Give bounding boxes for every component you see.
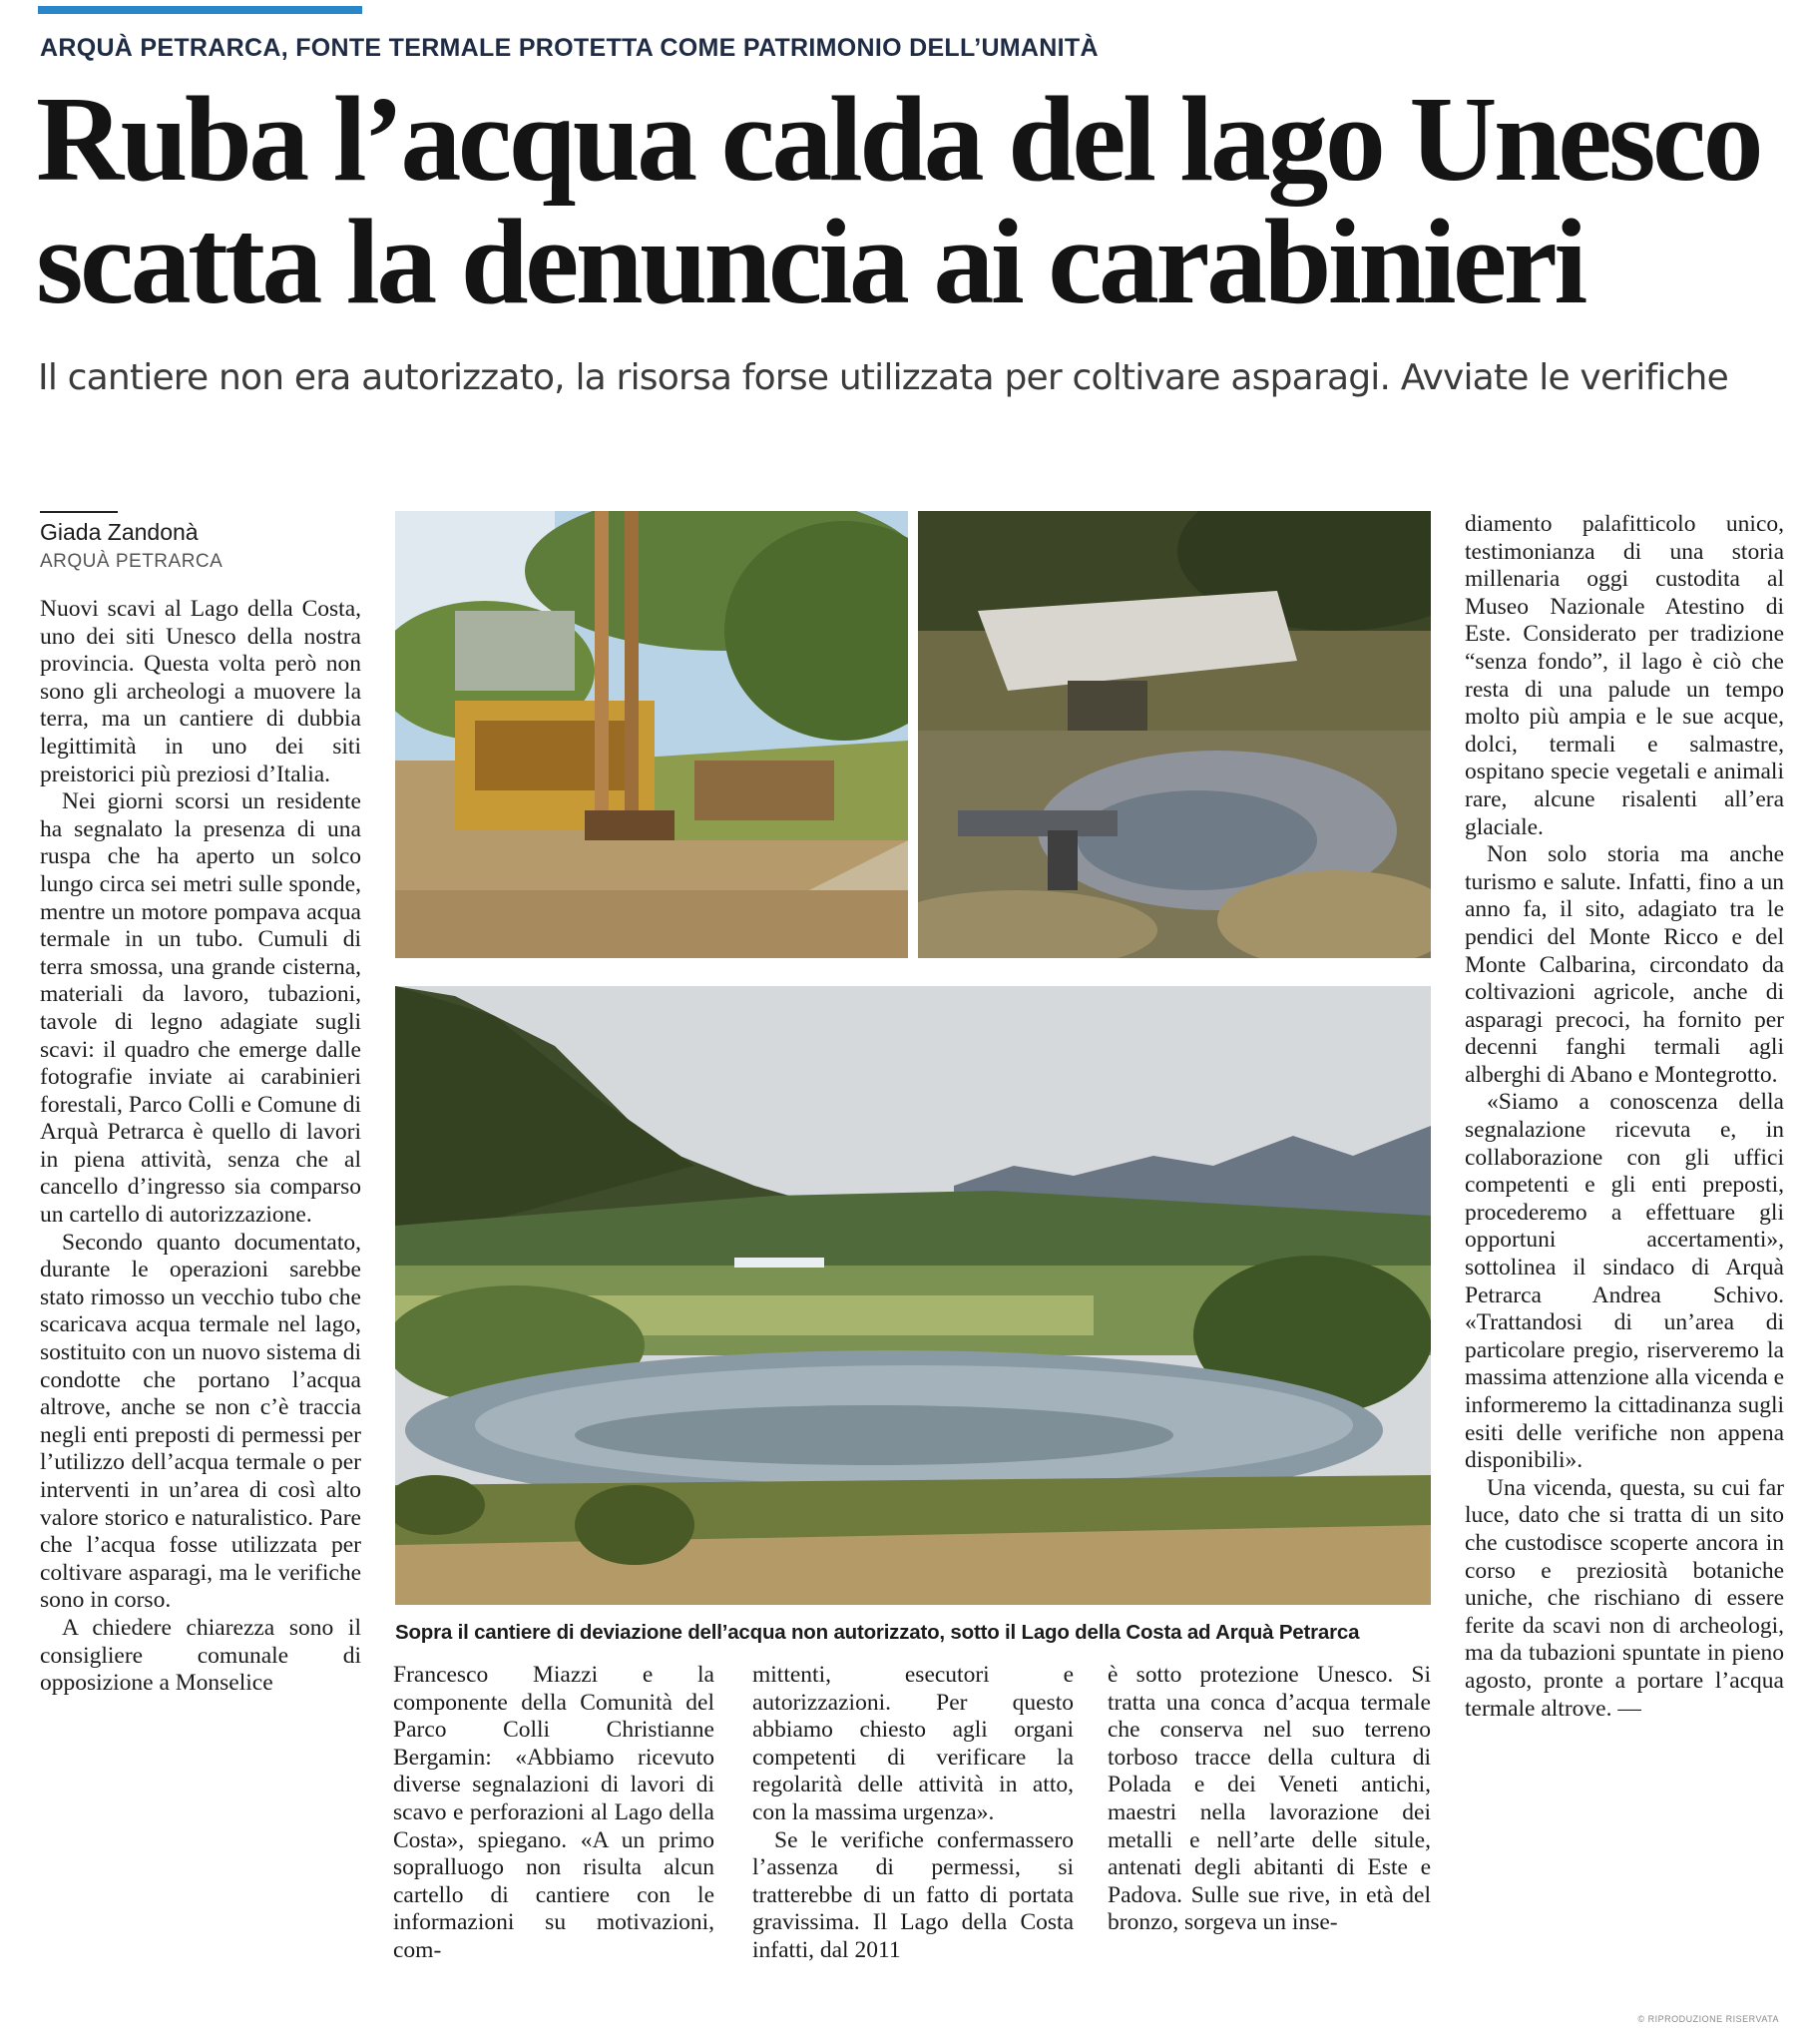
paragraph: Nei giorni scorsi un residente ha segnalato la presenza di una ruspa che ha aperto un solco lungo circa sei metri sulle sponde, mentre un motore pompava acqua termale in un tubo. Cumuli di terra smossa, una grande cisterna, materiali da lavoro, tubazioni, tavole di legno adagiate sugli scavi: il quadro che emerge dalle fotografie inviate ai carabinieri forestali, Parco Colli e Comune di Arquà Petrarca è quello di lavori in piena attività, senza che al cancello d’ingresso sia comparso un cartello di autorizzazione. [40, 788, 361, 1229]
paragraph: Non solo storia ma anche turismo e salute. Infatti, fino a un anno fa, il sito, adagiato tra le pendici del Monte Ricco e del Monte Calbarina, circondato da coltivazioni agricole, anche di asparagi precoci, ha fornito per decenni fanghi termali agli alberghi di Abano e Montegrotto. [1465, 841, 1784, 1088]
dateline: ARQUÀ PETRARCA [40, 551, 224, 572]
headline-line-2: scatta la denuncia ai carabinieri [36, 195, 1584, 329]
paragraph: A chiedere chiarezza sono il consigliere comunale di opposizione a Monselice [40, 1614, 361, 1697]
byline-rule [40, 511, 118, 513]
photo-excavation [918, 511, 1431, 958]
section-accent-bar [38, 6, 362, 14]
photo-lago-della-costa [395, 986, 1431, 1605]
article-column-3 [752, 1662, 1074, 1965]
paragraph: Una vicenda, questa, su cui far luce, dato che si tratta di un sito che custodisce scoperte ancora in corso e preziosità botaniche uniche, che rischiano di essere ferite da scavi non di archeologi, ma da tubazioni spuntate in pieno agosto, pronte a portare l’acqua termale altrove. — [1465, 1474, 1784, 1722]
paragraph: «Siamo a conoscenza della segnalazione ricevuta e, in collaborazione con gli uffici competenti e gli enti preposti, procederemo a effettuare gli opportuni accertamenti», sottolinea il sindaco di Arquà Petrarca Andrea Schivo. «Trattandosi di un’area di particolare pregio, riserveremo la massima attenzione alla vicenda e informeremo la cittadinanza sugli esiti delle verifiche non appena disponibili». [1465, 1089, 1784, 1474]
kicker: ARQUÀ PETRARCA, FONTE TERMALE PROTETTA COME PATRIMONIO DELL’UMANITÀ [40, 34, 1099, 62]
paragraph: Secondo quanto documentato, durante le operazioni sarebbe stato rimosso un vecchio tubo che scaricava acqua termale nel lago, sostituito con un nuovo sistema di condotte che portano l’acqua altrove, anche se non c’è traccia negli enti preposti di permessi per l’utilizzo dell’acqua termale o per interventi in un’area di così alto valore storico e naturalistico. Pare che l’acqua fosse utilizzata per coltivare asparagi, ma le verifiche sono in corso. [40, 1229, 361, 1614]
subheadline: Il cantiere non era autorizzato, la risorsa forse utilizzata per coltivare asparagi. Avviate le verifiche [38, 357, 1728, 398]
paragraph: è sotto protezione Unesco. Si tratta una conca d’acqua termale che conserva nel suo terreno torboso tracce della cultura di Polada e dei Veneti antichi, maestri nella lavorazione dei metalli e nell’arte delle situle, antenati degli abitanti di Este e Padova. Sulle sue rive, in età del bronzo, sorgeva un inse- [1108, 1662, 1431, 1936]
copyright-notice: © RIPRODUZIONE RISERVATA [1637, 2014, 1779, 2024]
headline [36, 72, 1792, 329]
article-column-2 [393, 1662, 714, 1965]
paragraph: Francesco Miazzi e la componente della Comunità del Parco Colli Christianne Bergamin: «Abbiamo ricevuto diverse segnalazioni di lavori di scavo e perforazioni al Lago della Costa», spiegano. «A un primo sopralluogo non risulta alcun cartello di cantiere con le informazioni su motivazioni, com- [393, 1662, 714, 1963]
paragraph: Nuovi scavi al Lago della Costa, uno dei siti Unesco della nostra provincia. Questa volta però non sono gli archeologi a muovere la terra, ma un cantiere di dubbia legittimità in uno dei siti preistorici più preziosi d’Italia. [40, 596, 361, 787]
paragraph: diamento palafitticolo unico, testimonianza di una storia millenaria oggi custodita al Museo Nazionale Atestino di Este. Considerato per tradizione “senza fondo”, il lago è ciò che resta di una palude un tempo molto più ampia e le sue acque, dolci, termali e salmastre, ospitano specie vegetali e animali rare, alcune risalenti all’era glaciale. [1465, 511, 1784, 840]
photo-caption: Sopra il cantiere di deviazione dell’acqua non autorizzato, sotto il Lago della Costa ad Arquà Petrarca [395, 1621, 1360, 1644]
article-column-1 [40, 596, 361, 1698]
photo-drilling-rig [395, 511, 908, 958]
author-byline: Giada Zandonà [40, 519, 199, 545]
article-column-4 [1108, 1662, 1431, 1937]
headline-line-1: Ruba l’acqua calda del lago Unesco [36, 72, 1761, 207]
paragraph: mittenti, esecutori e autorizzazioni. Per questo abbiamo chiesto agli organi competenti di verificare la regolarità delle attività in atto, con la massima urgenza». [752, 1662, 1074, 1825]
paragraph: Se le verifiche confermassero l’assenza di permessi, si tratterebbe di un fatto di portata gravissima. Il Lago della Costa infatti, dal 2011 [752, 1826, 1074, 1963]
article-column-5 [1465, 511, 1784, 1723]
